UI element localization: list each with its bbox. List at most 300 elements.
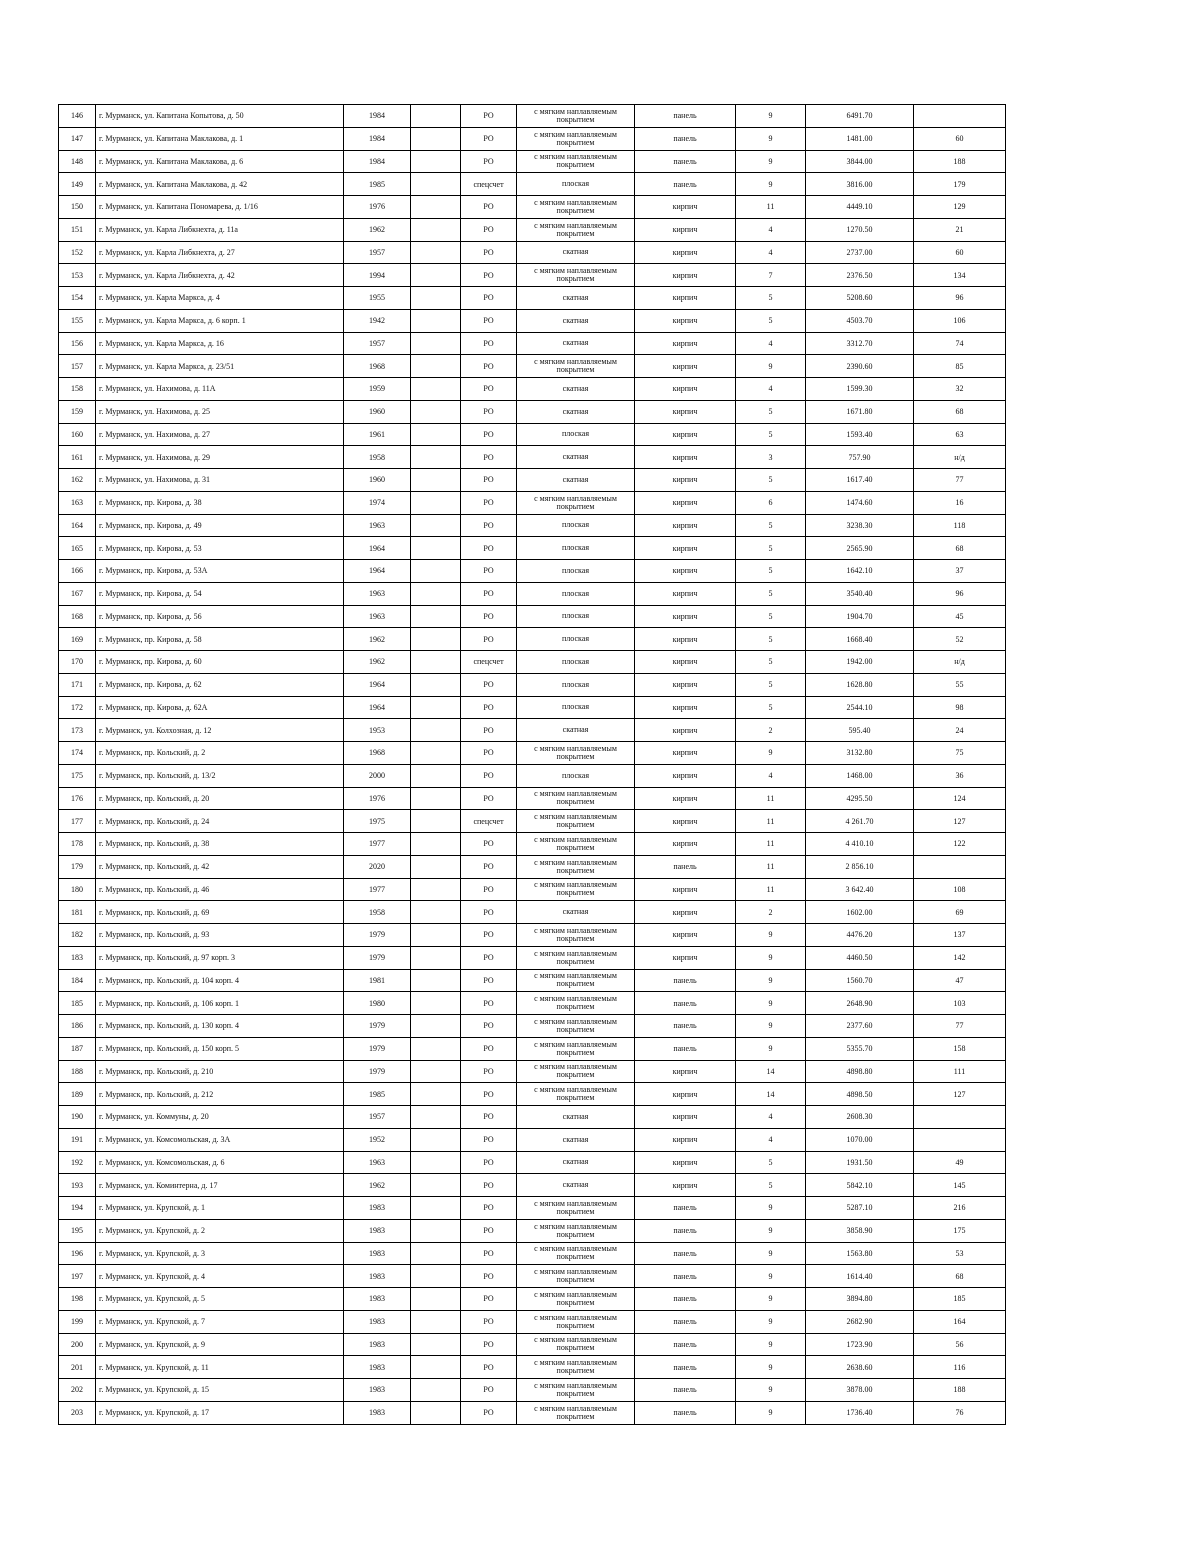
floors-cell: 4 [736, 1106, 806, 1129]
wall-material-cell: кирпич [635, 924, 736, 947]
wall-material-cell: кирпич [635, 196, 736, 219]
address-cell: г. Мурманск, пр. Кольский, д. 150 корп. 5 [96, 1037, 344, 1060]
floors-cell: 9 [736, 1356, 806, 1379]
floors-cell: 4 [736, 378, 806, 401]
roof-type-cell: с мягким наплавляемым покрытием [517, 1197, 635, 1220]
fund-method-cell: РО [461, 309, 517, 332]
address-cell: г. Мурманск, ул. Крупской, д. 2 [96, 1219, 344, 1242]
table-row [59, 446, 1006, 469]
year-built-cell: 1962 [344, 628, 411, 651]
blank-cell [411, 924, 461, 947]
year-built-cell: 1963 [344, 1151, 411, 1174]
blank-cell [411, 491, 461, 514]
blank-cell [411, 1242, 461, 1265]
fund-method-cell: РО [461, 1219, 517, 1242]
address-cell: г. Мурманск, ул. Крупской, д. 7 [96, 1310, 344, 1333]
address-cell: г. Мурманск, ул. Крупской, д. 17 [96, 1401, 344, 1424]
year-built-cell: 1960 [344, 469, 411, 492]
year-built-cell: 1974 [344, 491, 411, 514]
wall-material-cell: панель [635, 150, 736, 173]
row-number-cell: 171 [59, 673, 96, 696]
address-cell: г. Мурманск, пр. Кирова, д. 53А [96, 560, 344, 583]
table-row [59, 537, 1006, 560]
year-built-cell: 1952 [344, 1128, 411, 1151]
residents-cell: 216 [914, 1197, 1006, 1220]
roof-type-cell: с мягким наплавляемым покрытием [517, 833, 635, 856]
fund-method-cell: РО [461, 1356, 517, 1379]
roof-type-cell: с мягким наплавляемым покрытием [517, 218, 635, 241]
year-built-cell: 1983 [344, 1265, 411, 1288]
fund-method-cell: РО [461, 878, 517, 901]
blank-cell [411, 833, 461, 856]
area-cell: 3894.80 [806, 1288, 914, 1311]
floors-cell: 5 [736, 605, 806, 628]
row-number-cell: 197 [59, 1265, 96, 1288]
address-cell: г. Мурманск, пр. Кольский, д. 212 [96, 1083, 344, 1106]
residents-cell: 49 [914, 1151, 1006, 1174]
area-cell: 2544.10 [806, 696, 914, 719]
table-row [59, 696, 1006, 719]
table-row [59, 1151, 1006, 1174]
row-number-cell: 184 [59, 969, 96, 992]
floors-cell: 11 [736, 196, 806, 219]
table-row [59, 1310, 1006, 1333]
residents-cell [914, 855, 1006, 878]
blank-cell [411, 1310, 461, 1333]
year-built-cell: 1958 [344, 901, 411, 924]
blank-cell [411, 810, 461, 833]
residents-cell: 188 [914, 1379, 1006, 1402]
year-built-cell: 1963 [344, 582, 411, 605]
table-row [59, 173, 1006, 196]
fund-method-cell: РО [461, 992, 517, 1015]
row-number-cell: 148 [59, 150, 96, 173]
wall-material-cell: панель [635, 969, 736, 992]
year-built-cell: 1959 [344, 378, 411, 401]
fund-method-cell: спецсчет [461, 810, 517, 833]
area-cell: 1614.40 [806, 1265, 914, 1288]
residents-cell: 76 [914, 1401, 1006, 1424]
floors-cell: 5 [736, 1174, 806, 1197]
year-built-cell: 1964 [344, 696, 411, 719]
row-number-cell: 149 [59, 173, 96, 196]
address-cell: г. Мурманск, пр. Кольский, д. 38 [96, 833, 344, 856]
roof-type-cell: плоская [517, 628, 635, 651]
blank-cell [411, 787, 461, 810]
year-built-cell: 1979 [344, 1037, 411, 1060]
wall-material-cell: панель [635, 1379, 736, 1402]
wall-material-cell: кирпич [635, 218, 736, 241]
address-cell: г. Мурманск, пр. Кирова, д. 56 [96, 605, 344, 628]
fund-method-cell: РО [461, 742, 517, 765]
wall-material-cell: панель [635, 1242, 736, 1265]
blank-cell [411, 1288, 461, 1311]
roof-type-cell: плоская [517, 173, 635, 196]
wall-material-cell: панель [635, 127, 736, 150]
year-built-cell: 1962 [344, 651, 411, 674]
row-number-cell: 181 [59, 901, 96, 924]
wall-material-cell: кирпич [635, 878, 736, 901]
row-number-cell: 152 [59, 241, 96, 264]
table-row [59, 469, 1006, 492]
floors-cell: 9 [736, 1333, 806, 1356]
roof-type-cell: скатная [517, 400, 635, 423]
table-row [59, 1083, 1006, 1106]
blank-cell [411, 969, 461, 992]
row-number-cell: 185 [59, 992, 96, 1015]
table-row [59, 651, 1006, 674]
blank-cell [411, 378, 461, 401]
row-number-cell: 198 [59, 1288, 96, 1311]
row-number-cell: 183 [59, 946, 96, 969]
wall-material-cell: панель [635, 1219, 736, 1242]
blank-cell [411, 1197, 461, 1220]
blank-cell [411, 1356, 461, 1379]
fund-method-cell: РО [461, 537, 517, 560]
floors-cell: 5 [736, 537, 806, 560]
roof-type-cell: плоская [517, 537, 635, 560]
wall-material-cell: кирпич [635, 787, 736, 810]
area-cell: 2376.50 [806, 264, 914, 287]
fund-method-cell: РО [461, 1197, 517, 1220]
residents-cell: 53 [914, 1242, 1006, 1265]
residents-cell: 56 [914, 1333, 1006, 1356]
roof-type-cell: скатная [517, 378, 635, 401]
residents-cell: 108 [914, 878, 1006, 901]
residents-cell: 106 [914, 309, 1006, 332]
table-row [59, 264, 1006, 287]
roof-type-cell: с мягким наплавляемым покрытием [517, 810, 635, 833]
floors-cell: 5 [736, 514, 806, 537]
floors-cell: 4 [736, 218, 806, 241]
table-row [59, 1106, 1006, 1129]
row-number-cell: 167 [59, 582, 96, 605]
row-number-cell: 158 [59, 378, 96, 401]
year-built-cell: 1985 [344, 1083, 411, 1106]
fund-method-cell: РО [461, 696, 517, 719]
wall-material-cell: кирпич [635, 264, 736, 287]
residents-cell: 77 [914, 469, 1006, 492]
roof-type-cell: с мягким наплавляемым покрытием [517, 787, 635, 810]
floors-cell: 5 [736, 309, 806, 332]
year-built-cell: 1975 [344, 810, 411, 833]
roof-type-cell: плоская [517, 673, 635, 696]
fund-method-cell: РО [461, 469, 517, 492]
row-number-cell: 180 [59, 878, 96, 901]
fund-method-cell: РО [461, 1060, 517, 1083]
table-row [59, 901, 1006, 924]
row-number-cell: 165 [59, 537, 96, 560]
wall-material-cell: кирпич [635, 1083, 736, 1106]
area-cell: 1563.80 [806, 1242, 914, 1265]
year-built-cell: 1955 [344, 287, 411, 310]
roof-type-cell: скатная [517, 1106, 635, 1129]
area-cell: 3540.40 [806, 582, 914, 605]
roof-type-cell: скатная [517, 332, 635, 355]
fund-method-cell: РО [461, 287, 517, 310]
floors-cell: 9 [736, 173, 806, 196]
wall-material-cell: кирпич [635, 378, 736, 401]
blank-cell [411, 742, 461, 765]
row-number-cell: 186 [59, 1015, 96, 1038]
wall-material-cell: кирпич [635, 901, 736, 924]
blank-cell [411, 560, 461, 583]
year-built-cell: 1980 [344, 992, 411, 1015]
address-cell: г. Мурманск, ул. Капитана Маклакова, д. 1 [96, 127, 344, 150]
fund-method-cell: спецсчет [461, 173, 517, 196]
row-number-cell: 194 [59, 1197, 96, 1220]
wall-material-cell: кирпич [635, 560, 736, 583]
residents-cell: 55 [914, 673, 1006, 696]
fund-method-cell: РО [461, 446, 517, 469]
floors-cell: 11 [736, 833, 806, 856]
year-built-cell: 1977 [344, 833, 411, 856]
roof-type-cell: с мягким наплавляемым покрытием [517, 1379, 635, 1402]
row-number-cell: 155 [59, 309, 96, 332]
table-row [59, 1015, 1006, 1038]
area-cell: 6491.70 [806, 105, 914, 128]
floors-cell: 9 [736, 969, 806, 992]
row-number-cell: 166 [59, 560, 96, 583]
table-row [59, 719, 1006, 742]
address-cell: г. Мурманск, ул. Коммуны, д. 20 [96, 1106, 344, 1129]
table-row [59, 628, 1006, 651]
table-row [59, 105, 1006, 128]
residents-cell: 142 [914, 946, 1006, 969]
wall-material-cell: кирпич [635, 764, 736, 787]
wall-material-cell: кирпич [635, 833, 736, 856]
row-number-cell: 164 [59, 514, 96, 537]
floors-cell: 9 [736, 355, 806, 378]
year-built-cell: 1984 [344, 127, 411, 150]
roof-type-cell: с мягким наплавляемым покрытием [517, 1401, 635, 1424]
residents-cell: 60 [914, 127, 1006, 150]
wall-material-cell: кирпич [635, 605, 736, 628]
floors-cell: 11 [736, 878, 806, 901]
table-row [59, 855, 1006, 878]
table-row [59, 1265, 1006, 1288]
wall-material-cell: панель [635, 855, 736, 878]
residents-cell: 32 [914, 378, 1006, 401]
residents-cell [914, 1128, 1006, 1151]
address-cell: г. Мурманск, пр. Кольский, д. 69 [96, 901, 344, 924]
wall-material-cell: кирпич [635, 514, 736, 537]
roof-type-cell: с мягким наплавляемым покрытием [517, 924, 635, 947]
year-built-cell: 1983 [344, 1356, 411, 1379]
table-row [59, 196, 1006, 219]
area-cell: 2682.90 [806, 1310, 914, 1333]
row-number-cell: 188 [59, 1060, 96, 1083]
area-cell: 1942.00 [806, 651, 914, 674]
roof-type-cell: плоская [517, 764, 635, 787]
floors-cell: 9 [736, 1401, 806, 1424]
blank-cell [411, 196, 461, 219]
floors-cell: 9 [736, 1037, 806, 1060]
blank-cell [411, 1333, 461, 1356]
year-built-cell: 1983 [344, 1288, 411, 1311]
residents-cell: 122 [914, 833, 1006, 856]
wall-material-cell: кирпич [635, 628, 736, 651]
wall-material-cell: кирпич [635, 537, 736, 560]
year-built-cell: 1983 [344, 1333, 411, 1356]
area-cell: 1931.50 [806, 1151, 914, 1174]
roof-type-cell: плоская [517, 605, 635, 628]
area-cell: 5842.10 [806, 1174, 914, 1197]
wall-material-cell: кирпич [635, 309, 736, 332]
floors-cell: 4 [736, 764, 806, 787]
roof-type-cell: скатная [517, 446, 635, 469]
blank-cell [411, 105, 461, 128]
residents-cell: 69 [914, 901, 1006, 924]
address-cell: г. Мурманск, ул. Крупской, д. 1 [96, 1197, 344, 1220]
floors-cell: 9 [736, 1242, 806, 1265]
wall-material-cell: кирпич [635, 446, 736, 469]
residents-cell: 60 [914, 241, 1006, 264]
table-row [59, 150, 1006, 173]
roof-type-cell: с мягким наплавляемым покрытием [517, 355, 635, 378]
address-cell: г. Мурманск, ул. Крупской, д. 3 [96, 1242, 344, 1265]
wall-material-cell: панель [635, 1265, 736, 1288]
row-number-cell: 173 [59, 719, 96, 742]
table-row [59, 1128, 1006, 1151]
fund-method-cell: РО [461, 1151, 517, 1174]
row-number-cell: 150 [59, 196, 96, 219]
area-cell: 3816.00 [806, 173, 914, 196]
row-number-cell: 177 [59, 810, 96, 833]
area-cell: 1602.00 [806, 901, 914, 924]
fund-method-cell: РО [461, 1128, 517, 1151]
area-cell: 2565.90 [806, 537, 914, 560]
address-cell: г. Мурманск, ул. Карла Маркса, д. 23/51 [96, 355, 344, 378]
blank-cell [411, 582, 461, 605]
table-row [59, 560, 1006, 583]
floors-cell: 9 [736, 1379, 806, 1402]
address-cell: г. Мурманск, пр. Кольский, д. 210 [96, 1060, 344, 1083]
area-cell: 1723.90 [806, 1333, 914, 1356]
address-cell: г. Мурманск, пр. Кирова, д. 54 [96, 582, 344, 605]
address-cell: г. Мурманск, пр. Кольский, д. 46 [96, 878, 344, 901]
table-row [59, 287, 1006, 310]
residents-cell: 179 [914, 173, 1006, 196]
floors-cell: 4 [736, 332, 806, 355]
residents-cell: 68 [914, 400, 1006, 423]
fund-method-cell: РО [461, 1083, 517, 1106]
roof-type-cell: с мягким наплавляемым покрытием [517, 946, 635, 969]
year-built-cell: 2020 [344, 855, 411, 878]
row-number-cell: 169 [59, 628, 96, 651]
table-row [59, 924, 1006, 947]
fund-method-cell: РО [461, 1310, 517, 1333]
residents-cell: 16 [914, 491, 1006, 514]
address-cell: г. Мурманск, пр. Кирова, д. 62 [96, 673, 344, 696]
year-built-cell: 1976 [344, 196, 411, 219]
floors-cell: 9 [736, 1197, 806, 1220]
roof-type-cell: плоская [517, 560, 635, 583]
row-number-cell: 170 [59, 651, 96, 674]
floors-cell: 5 [736, 673, 806, 696]
row-number-cell: 172 [59, 696, 96, 719]
residents-cell: 85 [914, 355, 1006, 378]
table-row [59, 878, 1006, 901]
address-cell: г. Мурманск, ул. Крупской, д. 15 [96, 1379, 344, 1402]
year-built-cell: 1963 [344, 605, 411, 628]
wall-material-cell: кирпич [635, 742, 736, 765]
floors-cell: 9 [736, 127, 806, 150]
blank-cell [411, 514, 461, 537]
residents-cell: 74 [914, 332, 1006, 355]
year-built-cell: 1968 [344, 742, 411, 765]
year-built-cell: 1957 [344, 1106, 411, 1129]
table-row [59, 673, 1006, 696]
year-built-cell: 1953 [344, 719, 411, 742]
table-row [59, 810, 1006, 833]
address-cell: г. Мурманск, ул. Капитана Копытова, д. 50 [96, 105, 344, 128]
fund-method-cell: РО [461, 332, 517, 355]
floors-cell: 5 [736, 651, 806, 674]
floors-cell: 9 [736, 1310, 806, 1333]
area-cell: 3 642.40 [806, 878, 914, 901]
row-number-cell: 168 [59, 605, 96, 628]
year-built-cell: 1976 [344, 787, 411, 810]
residents-cell: 116 [914, 1356, 1006, 1379]
year-built-cell: 1984 [344, 105, 411, 128]
table-row [59, 378, 1006, 401]
residents-cell: 188 [914, 150, 1006, 173]
roof-type-cell: с мягким наплавляемым покрытием [517, 742, 635, 765]
address-cell: г. Мурманск, ул. Крупской, д. 9 [96, 1333, 344, 1356]
row-number-cell: 161 [59, 446, 96, 469]
fund-method-cell: РО [461, 264, 517, 287]
fund-method-cell: РО [461, 1288, 517, 1311]
blank-cell [411, 946, 461, 969]
area-cell: 4 261.70 [806, 810, 914, 833]
fund-method-cell: РО [461, 400, 517, 423]
residents-cell: 77 [914, 1015, 1006, 1038]
table-row [59, 1379, 1006, 1402]
blank-cell [411, 469, 461, 492]
residents-cell: 145 [914, 1174, 1006, 1197]
address-cell: г. Мурманск, ул. Крупской, д. 5 [96, 1288, 344, 1311]
row-number-cell: 189 [59, 1083, 96, 1106]
address-cell: г. Мурманск, пр. Кольский, д. 13/2 [96, 764, 344, 787]
area-cell: 1481.00 [806, 127, 914, 150]
blank-cell [411, 1060, 461, 1083]
table-row [59, 127, 1006, 150]
roof-type-cell: скатная [517, 719, 635, 742]
fund-method-cell: РО [461, 901, 517, 924]
table-row [59, 992, 1006, 1015]
address-cell: г. Мурманск, ул. Комсомольская, д. 6 [96, 1151, 344, 1174]
fund-method-cell: РО [461, 1333, 517, 1356]
row-number-cell: 156 [59, 332, 96, 355]
address-cell: г. Мурманск, пр. Кирова, д. 53 [96, 537, 344, 560]
fund-method-cell: РО [461, 605, 517, 628]
address-cell: г. Мурманск, ул. Нахимова, д. 25 [96, 400, 344, 423]
year-built-cell: 1979 [344, 1015, 411, 1038]
fund-method-cell: РО [461, 764, 517, 787]
floors-cell: 9 [736, 742, 806, 765]
blank-cell [411, 1037, 461, 1060]
fund-method-cell: РО [461, 924, 517, 947]
table-row [59, 742, 1006, 765]
table-row [59, 491, 1006, 514]
wall-material-cell: кирпич [635, 241, 736, 264]
floors-cell: 2 [736, 719, 806, 742]
roof-type-cell: с мягким наплавляемым покрытием [517, 150, 635, 173]
year-built-cell: 1977 [344, 878, 411, 901]
address-cell: г. Мурманск, ул. Карла Либкнехта, д. 27 [96, 241, 344, 264]
area-cell: 1599.30 [806, 378, 914, 401]
